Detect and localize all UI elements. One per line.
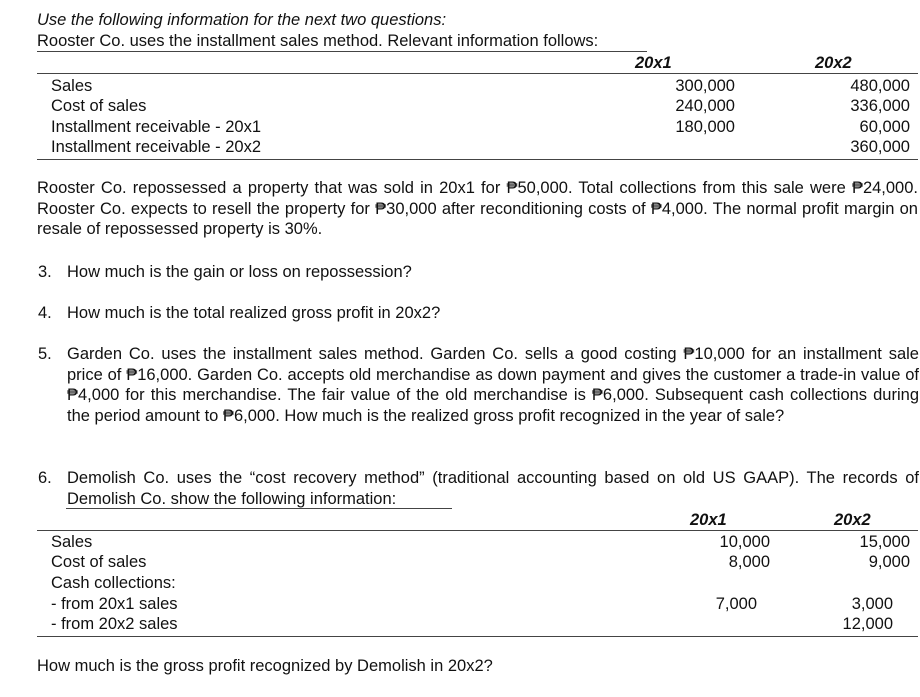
question-text: How much is the total realized gross profit in 20x2? <box>67 304 441 322</box>
table1-row-label: Cost of sales <box>51 97 147 115</box>
table1-row-label: Sales <box>51 77 93 95</box>
table1-row-label: Installment receivable - 20x2 <box>51 138 262 156</box>
table2-cell: 8,000 <box>728 553 770 571</box>
table1-cell: 180,000 <box>675 118 735 136</box>
question-text: How much is the gain or loss on repossession? <box>67 263 412 281</box>
table2-row-label: Cost of sales <box>51 553 147 571</box>
question-number: 4. <box>38 304 52 322</box>
question-number: 3. <box>38 263 52 281</box>
table2-rule <box>37 530 918 531</box>
table2-cell: 15,000 <box>859 533 910 551</box>
question6-underline <box>66 508 452 509</box>
table2-bottom-rule <box>37 636 918 637</box>
table1-row-label: Installment receivable - 20x1 <box>51 118 262 136</box>
table2-header-20x2: 20x2 <box>834 511 871 529</box>
intro-heading: Use the following information for the next two questions: <box>37 11 447 29</box>
table2-cell: 7,000 <box>715 595 757 613</box>
question-text: Garden Co. uses the installment sales method. Garden Co. sells a good costing ₱10,000 for an installment sale price of ₱16,000. Garden Co. accepts old merchandise as down payment and gives the customer a trade-in value of ₱4,000 for this merchandise. The fair value of the old merchandise is ₱6,000. Subsequent cash collections during the period amount to ₱6,000. How much is the realized gross profit recognized in the year of sale? <box>67 345 919 425</box>
question-text: Demolish Co. uses the “cost recovery method” (traditional accounting based on old US GAAP). The records of Demolish Co. show the following information: <box>67 469 919 508</box>
final-question: How much is the gross profit recognized by Demolish in 20x2? <box>37 657 493 675</box>
table2-cell: 9,000 <box>868 553 910 571</box>
table1-cell: 336,000 <box>850 97 910 115</box>
table1-header-20x2: 20x2 <box>815 54 852 72</box>
table1-cell: 300,000 <box>675 77 735 95</box>
intro-underline <box>37 51 647 52</box>
rooster-paragraph: Rooster Co. repossessed a property that was sold in 20x1 for ₱50,000. Total collections from this sale were ₱24,000. Rooster Co. expects to resell the property for ₱30,000 after reconditioning costs of ₱4,000. The normal profit margin on resale of repossessed property is 30%. <box>37 179 918 238</box>
table1-bottom-rule <box>37 159 918 160</box>
table1-cell: 480,000 <box>850 77 910 95</box>
table2-row-label: - from 20x2 sales <box>51 615 178 633</box>
table2-header-20x1: 20x1 <box>690 511 727 529</box>
table1-header-20x1: 20x1 <box>635 54 672 72</box>
intro-description: Rooster Co. uses the installment sales method. Relevant information follows: <box>37 32 599 50</box>
table1-cell: 60,000 <box>859 118 910 136</box>
table1-cell: 240,000 <box>675 97 735 115</box>
table1-cell: 360,000 <box>850 138 910 156</box>
table2-row-label: Sales <box>51 533 93 551</box>
table1-rule <box>37 73 918 74</box>
table2-row-label: Cash collections: <box>51 574 176 592</box>
table2-row-label: - from 20x1 sales <box>51 595 178 613</box>
question-number: 5. <box>38 345 52 363</box>
table2-cell: 10,000 <box>719 533 770 551</box>
table2-cell: 3,000 <box>851 595 893 613</box>
table2-cell: 12,000 <box>842 615 893 633</box>
question-number: 6. <box>38 469 52 487</box>
